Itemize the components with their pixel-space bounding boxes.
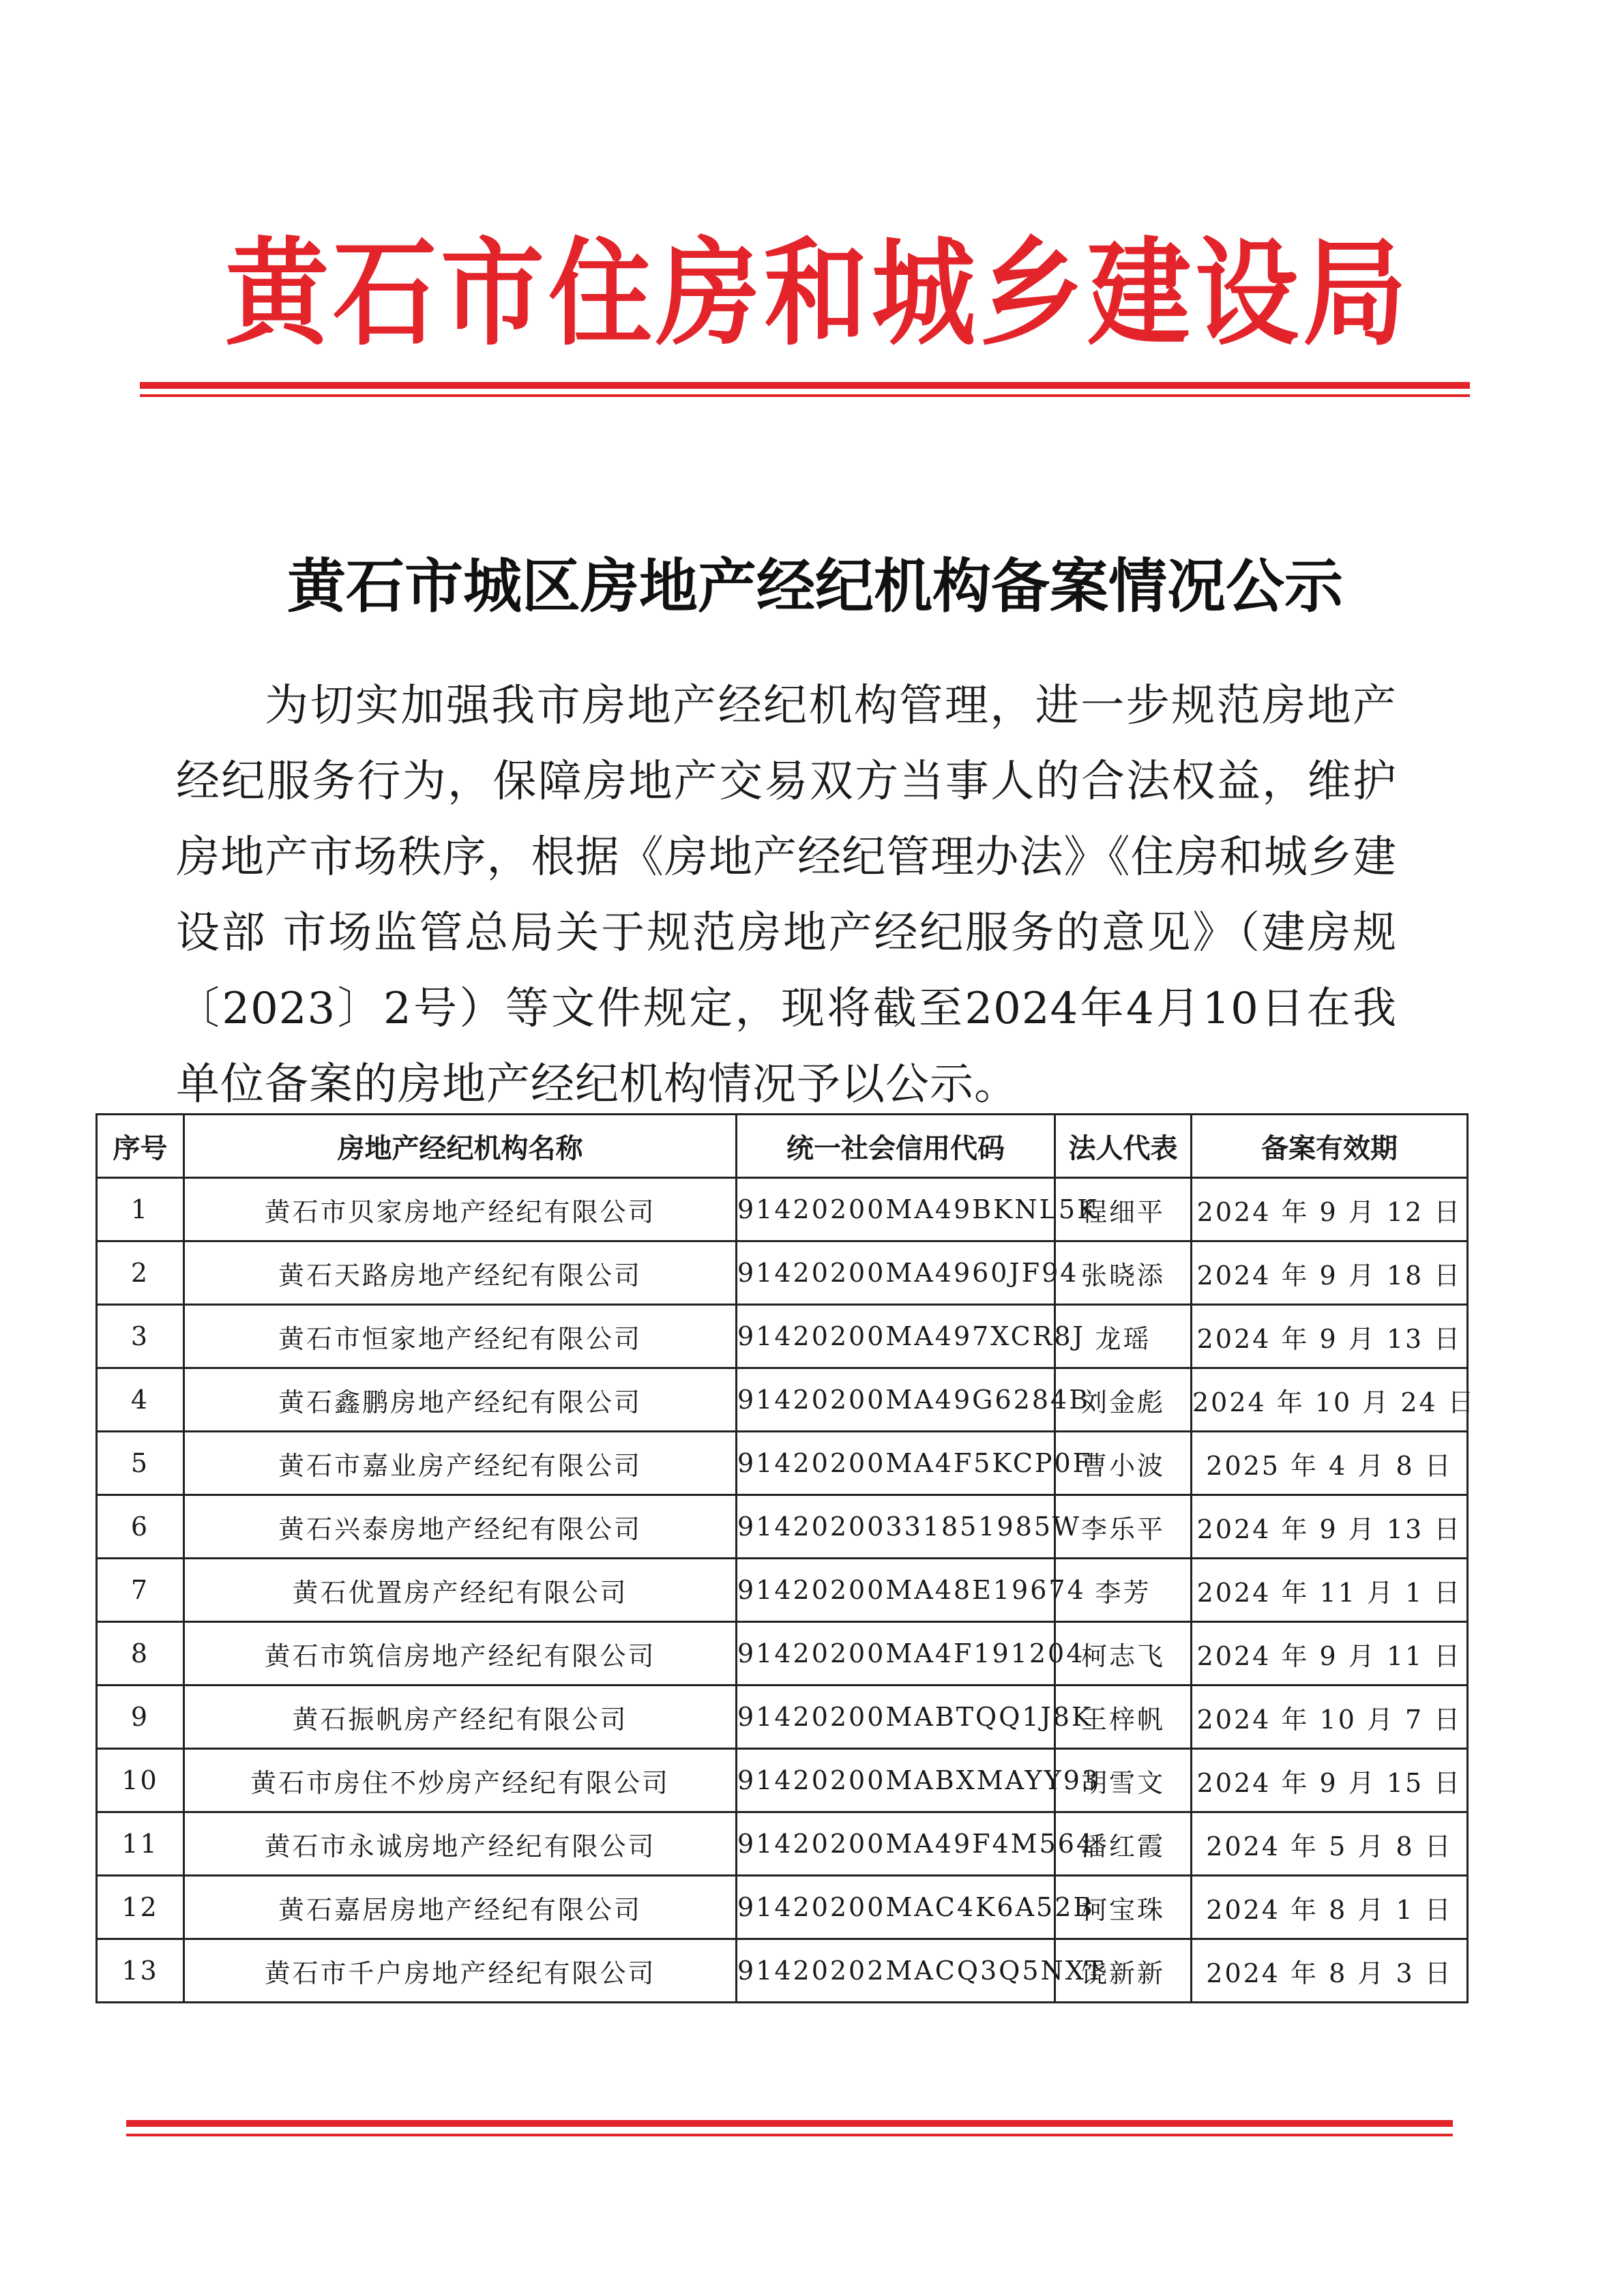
cell-index: 10 xyxy=(97,1749,184,1812)
table-row xyxy=(97,1939,1468,2003)
header-red-rule-thin xyxy=(140,394,1470,397)
cell-valid-until: 2024 年 9 月 12 日 xyxy=(1192,1178,1468,1241)
footer-red-rule-thick xyxy=(126,2120,1453,2127)
filing-table xyxy=(95,1113,1476,2003)
cell-legal-rep: 刘金彪 xyxy=(1055,1368,1192,1432)
cell-valid-until: 2025 年 4 月 8 日 xyxy=(1192,1432,1468,1495)
cell-agency-name: 黄石市千户房地产经纪有限公司 xyxy=(184,1939,737,2003)
cell-index: 11 xyxy=(97,1812,184,1876)
table-row xyxy=(97,1812,1468,1876)
cell-index: 9 xyxy=(97,1686,184,1749)
cell-index: 3 xyxy=(97,1305,184,1368)
cell-legal-rep: 张晓添 xyxy=(1055,1241,1192,1305)
table-row xyxy=(97,1178,1468,1241)
column-header-valid-until: 备案有效期 xyxy=(1192,1115,1468,1178)
table-row xyxy=(97,1368,1468,1432)
table-row xyxy=(97,1432,1468,1495)
cell-agency-name: 黄石振帆房产经纪有限公司 xyxy=(184,1686,737,1749)
cell-legal-rep: 饶新新 xyxy=(1055,1939,1192,2003)
cell-credit-code: 91420200MA4F191204 xyxy=(737,1622,1055,1686)
cell-index: 8 xyxy=(97,1622,184,1686)
cell-credit-code: 91420202MACQ3Q5NXT xyxy=(737,1939,1055,2003)
table-row xyxy=(97,1686,1468,1749)
cell-credit-code: 91420200MA49BKNL5K xyxy=(737,1178,1055,1241)
cell-credit-code: 91420200MAC4K6A52B xyxy=(737,1876,1055,1939)
cell-agency-name: 黄石市贝家房地产经纪有限公司 xyxy=(184,1178,737,1241)
cell-legal-rep: 王梓帆 xyxy=(1055,1686,1192,1749)
cell-credit-code: 91420200MA49F4M564 xyxy=(737,1812,1055,1876)
cell-legal-rep: 柯宝珠 xyxy=(1055,1876,1192,1939)
cell-credit-code: 91420200MA4960JF94 xyxy=(737,1241,1055,1305)
document-body-paragraph: 为切实加强我市房地产经纪机构管理，进一步规范房地产经纪服务行为，保障房地产交易双方当事人的合法权益，维护房地产市场秩序，根据《房地产经纪管理办法》《住房和城乡建设部 市场监管总局关于规范房地产经纪服务的意见》（建房规〔2023〕2号）等文件规定，现将截至2024年4月10日在我单位备案的房地产经纪机构情况予以公示。 xyxy=(176,681,1397,1110)
cell-credit-code: 91420200MA497XCR8J xyxy=(737,1305,1055,1368)
cell-legal-rep: 胡雪文 xyxy=(1055,1749,1192,1812)
cell-valid-until: 2024 年 11 月 1 日 xyxy=(1192,1559,1468,1622)
cell-legal-rep: 李芳 xyxy=(1055,1559,1192,1622)
cell-credit-code: 91420200MABTQQ1J8K xyxy=(737,1686,1055,1749)
organization-header: 黄石市住房和城乡建设局 xyxy=(225,224,1411,362)
cell-valid-until: 2024 年 10 月 24 日 xyxy=(1192,1368,1468,1432)
table-row xyxy=(97,1876,1468,1939)
column-header-legal-rep: 法人代表 xyxy=(1055,1115,1192,1178)
cell-index: 1 xyxy=(97,1178,184,1241)
document-title: 黄石市城区房地产经纪机构备案情况公示 xyxy=(287,552,1343,621)
cell-credit-code: 91420200MABXMAYY93 xyxy=(737,1749,1055,1812)
cell-index: 13 xyxy=(97,1939,184,2003)
cell-valid-until: 2024 年 9 月 15 日 xyxy=(1192,1749,1468,1812)
column-header-index: 序号 xyxy=(97,1115,184,1178)
cell-index: 6 xyxy=(97,1495,184,1559)
cell-legal-rep: 潘红霞 xyxy=(1055,1812,1192,1876)
cell-agency-name: 黄石嘉居房地产经纪有限公司 xyxy=(184,1876,737,1939)
cell-agency-name: 黄石鑫鹏房地产经纪有限公司 xyxy=(184,1368,737,1432)
cell-legal-rep: 柯志飞 xyxy=(1055,1622,1192,1686)
table-row xyxy=(97,1305,1468,1368)
footer-red-rule-thin xyxy=(126,2134,1453,2136)
table-header-row xyxy=(97,1115,1468,1178)
cell-agency-name: 黄石优置房产经纪有限公司 xyxy=(184,1559,737,1622)
table-row xyxy=(97,1749,1468,1812)
cell-agency-name: 黄石市嘉业房产经纪有限公司 xyxy=(184,1432,737,1495)
column-header-agency-name: 房地产经纪机构名称 xyxy=(184,1115,737,1178)
cell-index: 12 xyxy=(97,1876,184,1939)
cell-credit-code: 914202003318519​85W xyxy=(737,1495,1055,1559)
cell-credit-code: 91420200MA49G6284B xyxy=(737,1368,1055,1432)
cell-agency-name: 黄石天路房地产经纪有限公司 xyxy=(184,1241,737,1305)
cell-agency-name: 黄石市恒家地产经纪有限公司 xyxy=(184,1305,737,1368)
cell-index: 7 xyxy=(97,1559,184,1622)
table-row xyxy=(97,1241,1468,1305)
cell-valid-until: 2024 年 9 月 13 日 xyxy=(1192,1305,1468,1368)
cell-valid-until: 2024 年 9 月 11 日 xyxy=(1192,1622,1468,1686)
cell-valid-until: 2024 年 8 月 1 日 xyxy=(1192,1876,1468,1939)
cell-valid-until: 2024 年 8 月 3 日 xyxy=(1192,1939,1468,2003)
table-row xyxy=(97,1559,1468,1622)
cell-valid-until: 2024 年 9 月 18 日 xyxy=(1192,1241,1468,1305)
cell-legal-rep: 程细平 xyxy=(1055,1178,1192,1241)
column-header-credit-code: 统一社会信用代码 xyxy=(737,1115,1055,1178)
cell-index: 5 xyxy=(97,1432,184,1495)
table-row xyxy=(97,1495,1468,1559)
cell-index: 2 xyxy=(97,1241,184,1305)
header-red-rule-thick xyxy=(140,382,1470,389)
cell-credit-code: 91420200MA4F5KCP0F xyxy=(737,1432,1055,1495)
cell-valid-until: 2024 年 9 月 13 日 xyxy=(1192,1495,1468,1559)
cell-agency-name: 黄石兴泰房地产经纪有限公司 xyxy=(184,1495,737,1559)
cell-legal-rep: 李乐平 xyxy=(1055,1495,1192,1559)
cell-legal-rep: 曹小波 xyxy=(1055,1432,1192,1495)
cell-legal-rep: 龙瑶 xyxy=(1055,1305,1192,1368)
cell-index: 4 xyxy=(97,1368,184,1432)
cell-valid-until: 2024 年 5 月 8 日 xyxy=(1192,1812,1468,1876)
cell-valid-until: 2024 年 10 月 7 日 xyxy=(1192,1686,1468,1749)
table-row xyxy=(97,1622,1468,1686)
cell-credit-code: 91420200MA48E19674 xyxy=(737,1559,1055,1622)
cell-agency-name: 黄石市筑信房地产经纪有限公司 xyxy=(184,1622,737,1686)
cell-agency-name: 黄石市永诚房地产经纪有限公司 xyxy=(184,1812,737,1876)
cell-agency-name: 黄石市房住不炒房产经纪有限公司 xyxy=(184,1749,737,1812)
